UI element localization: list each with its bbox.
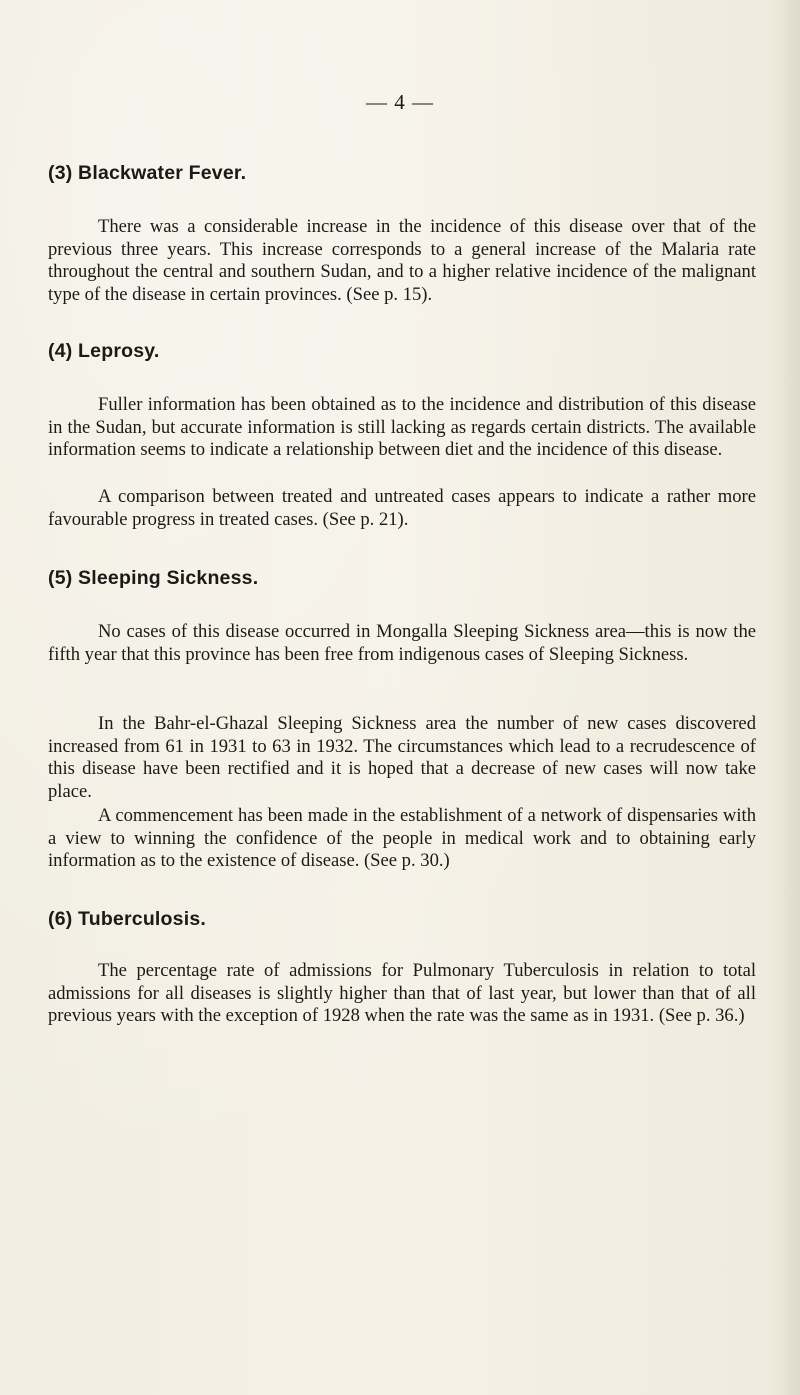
page-number: — 4 — [366, 90, 434, 114]
section-heading-blackwater-fever: (3) Blackwater Fever. [48, 162, 247, 184]
leprosy-paragraph-1: Fuller information has been obtained as to the incidence and distribution of this disease in the Sudan, but accurate information is still lacking as regards certain districts. The available information seems to indicate a relationship between diet and the incidence of this disease. [48, 394, 756, 460]
sleeping-sickness-paragraph-2: In the Bahr-el-Ghazal Sleeping Sickness area the number of new cases discovered increased from 61 in 1931 to 63 in 1932. The circumstances which lead to a recrudescence of this disease have been rectified and it is hoped that a decrease of new cases will now take place. [48, 713, 756, 802]
sleeping-sickness-paragraph-1: No cases of this disease occurred in Mongalla Sleeping Sickness area—this is now the fifth year that this province has been free from indigenous cases of Sleeping Sickness. [48, 621, 756, 665]
section-heading-sleeping-sickness: (5) Sleeping Sickness. [48, 567, 259, 589]
leprosy-paragraph-2: A comparison between treated and untreated cases appears to indicate a rather more favourable progress in treated cases. (See p. 21). [48, 486, 756, 530]
page-edge-shadow [772, 0, 800, 1395]
blackwater-fever-paragraph: There was a considerable increase in the incidence of this disease over that of the previous three years. This increase corresponds to a general increase of the Malaria rate throughout the central and southern Sudan, and to a higher relative incidence of the malignant type of the disease in certain provinces. (See p. 15). [48, 216, 756, 305]
tuberculosis-paragraph: The percentage rate of admissions for Pulmonary Tuberculosis in relation to total admissions for all diseases is slightly higher than that of last year, but lower than that of all previous years with the exception of 1928 when the rate was the same as in 1931. (See p. 36.) [48, 960, 756, 1026]
sleeping-sickness-paragraph-3: A commencement has been made in the establishment of a network of dispensaries with a view to winning the confidence of the people in medical work and to obtaining early information as to the existence of disease. (See p. 30.) [48, 805, 756, 871]
section-heading-tuberculosis: (6) Tuberculosis. [48, 908, 206, 930]
section-heading-leprosy: (4) Leprosy. [48, 340, 160, 362]
